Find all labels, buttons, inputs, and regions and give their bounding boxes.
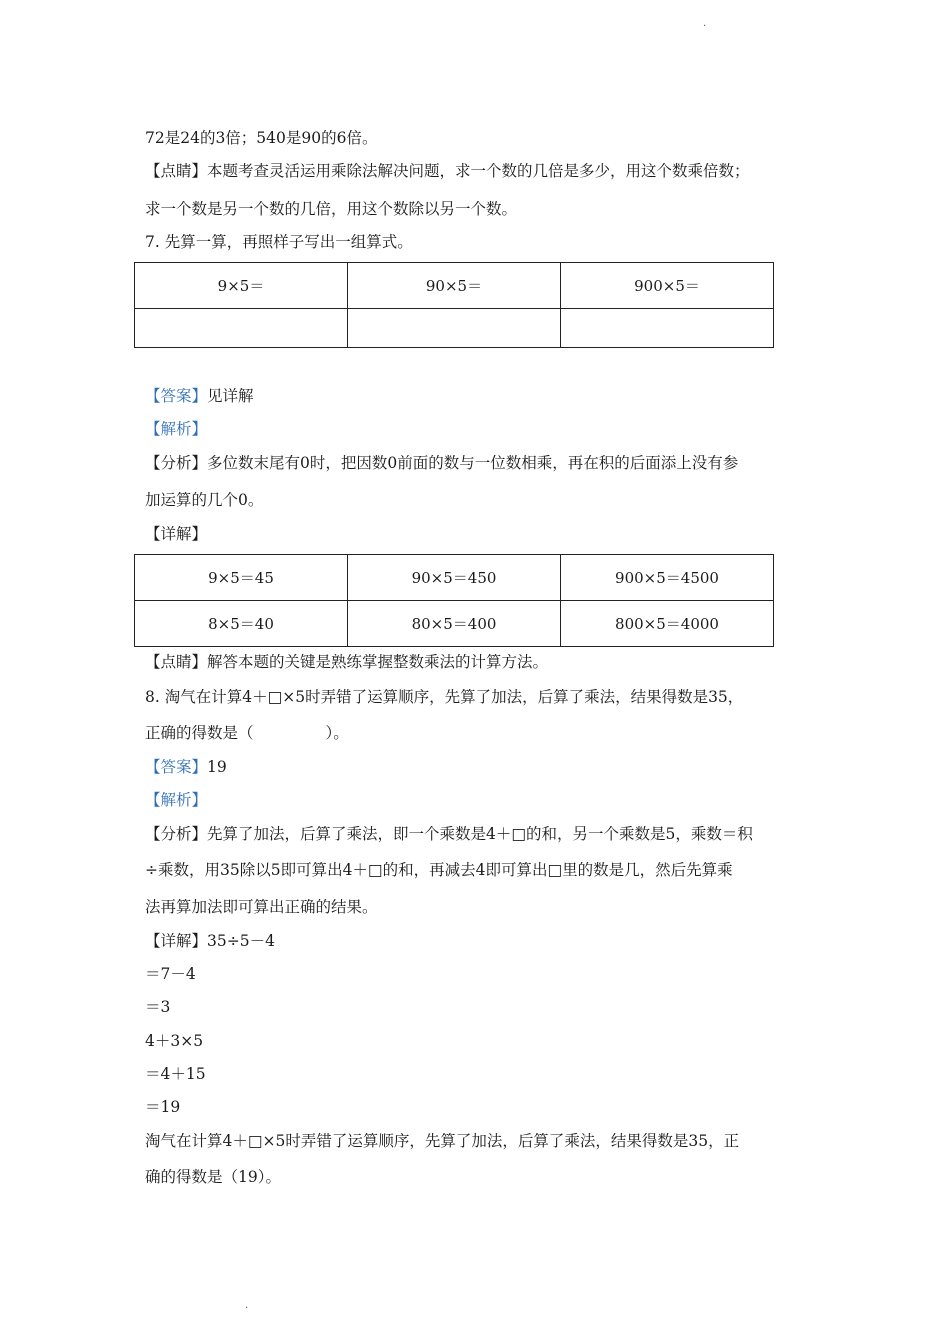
dianjing-7: 【点睛】解答本题的关键是熟练掌握整数乘法的计算方法。 xyxy=(145,653,549,671)
analysis-line-2: 加运算的几个0。 xyxy=(145,491,264,509)
previous-answer-tail: 72是24的3倍；540是90的6倍。 xyxy=(145,129,378,147)
question-8-part-a: 正确的得数是（ xyxy=(145,724,254,742)
analysis-line-1: 【分析】多位数末尾有0时，把因数0前面的数与一位数相乘，再在积的后面添上没有参 xyxy=(145,454,739,472)
conclusion-line-2: 确的得数是（19）。 xyxy=(145,1168,281,1186)
table-cell: 800×5＝4000 xyxy=(561,601,774,647)
detail-line-1: 【详解】35÷5－4 xyxy=(145,932,275,950)
detail-line-4: 4＋3×5 xyxy=(145,1032,204,1050)
question-8-line-1: 8. 淘气在计算4＋□×5时弄错了运算顺序，先算了加法，后算了乘法，结果得数是35， xyxy=(145,688,744,706)
table-cell: 8×5＝40 xyxy=(135,601,348,647)
detail-line-5: ＝4＋15 xyxy=(145,1065,206,1083)
table-cell: 80×5＝400 xyxy=(348,601,561,647)
question-7-table xyxy=(134,262,774,348)
answer-line-7 xyxy=(145,386,254,406)
question-8-part-b: ）。 xyxy=(325,724,349,742)
table-row xyxy=(135,263,774,309)
table-cell: 90×5＝ xyxy=(348,263,561,309)
answer-tag: 【答案】 xyxy=(145,387,208,405)
analysis-line-3: 法再算加法即可算出正确的结果。 xyxy=(145,898,378,916)
header-mark: . xyxy=(703,18,707,29)
table-row xyxy=(135,601,774,647)
dianjing-line-2: 求一个数是另一个数的几倍，用这个数除以另一个数。 xyxy=(145,200,518,218)
jiexi-tag: 【解析】 xyxy=(145,420,208,438)
footer-mark: . xyxy=(245,1300,249,1311)
table-row xyxy=(135,555,774,601)
conclusion-line-1: 淘气在计算4＋□×5时弄错了运算顺序，先算了加法，后算了乘法，结果得数是35，正 xyxy=(145,1132,740,1150)
table-row xyxy=(135,309,774,348)
question-8-line-2 xyxy=(145,723,349,743)
analysis-line-1: 【分析】先算了加法，后算了乘法，即一个乘数是4＋□的和，另一个乘数是5，乘数＝积 xyxy=(145,825,753,843)
detail-line-2: ＝7－4 xyxy=(145,965,196,983)
table-cell: 9×5＝45 xyxy=(135,555,348,601)
dianjing-line-1: 【点睛】本题考查灵活运用乘除法解决问题，求一个数的几倍是多少，用这个数乘倍数； xyxy=(145,162,750,180)
table-cell: 900×5＝4500 xyxy=(561,555,774,601)
detail-line-3: ＝3 xyxy=(145,998,171,1016)
answer-table xyxy=(134,554,774,647)
table-cell: 90×5＝450 xyxy=(348,555,561,601)
detail-line-6: ＝19 xyxy=(145,1098,181,1116)
answer-text: 见详解 xyxy=(207,387,254,405)
table-cell: 900×5＝ xyxy=(561,263,774,309)
answer-text: 19 xyxy=(207,758,227,776)
jiexi-tag: 【解析】 xyxy=(145,791,208,809)
table-cell-blank xyxy=(561,309,774,348)
table-cell-blank xyxy=(135,309,348,348)
table-cell-blank xyxy=(348,309,561,348)
answer-tag: 【答案】 xyxy=(145,758,208,776)
detail-tag: 【详解】 xyxy=(145,525,208,543)
answer-line-8 xyxy=(145,757,227,777)
analysis-line-2: ÷乘数，用35除以5即可算出4＋□的和，再减去4即可算出□里的数是几，然后先算乘 xyxy=(145,861,733,879)
question-7: 7. 先算一算，再照样子写出一组算式。 xyxy=(145,233,413,251)
table-cell: 9×5＝ xyxy=(135,263,348,309)
